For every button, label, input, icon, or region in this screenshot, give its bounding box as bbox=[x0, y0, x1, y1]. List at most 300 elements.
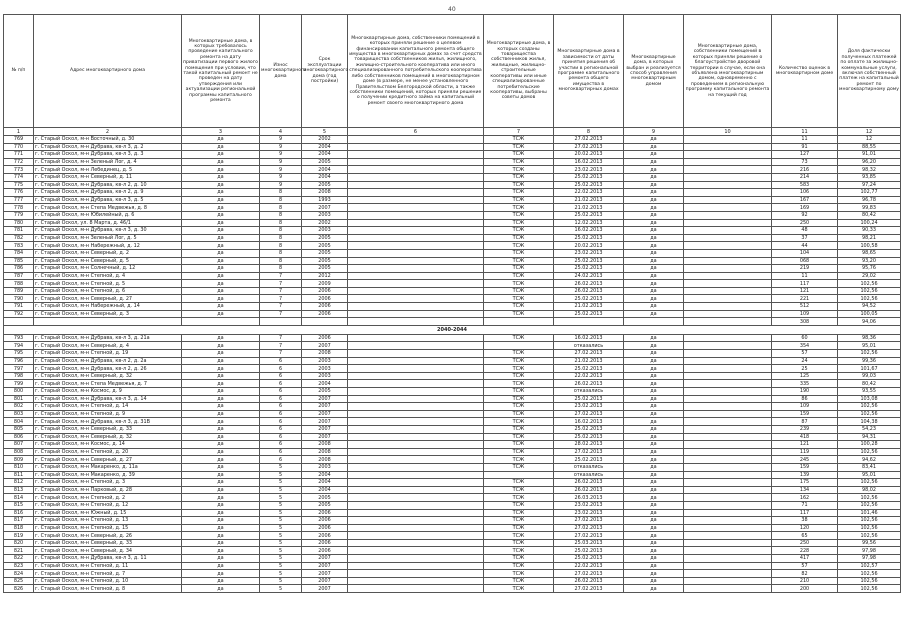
table-cell: 250 bbox=[772, 539, 838, 547]
table-cell: 29,02 bbox=[838, 272, 901, 280]
table-cell: г. Старый Оскол, ул. 8 Марта, д. 46/1 bbox=[34, 219, 182, 227]
table-cell: 102,77 bbox=[838, 189, 901, 197]
table-cell: 2006 bbox=[302, 310, 348, 318]
table-cell: 7 bbox=[260, 310, 302, 318]
table-cell: да bbox=[182, 539, 260, 547]
table-cell: да bbox=[624, 365, 684, 373]
table-cell: да bbox=[624, 410, 684, 418]
table-cell: г. Старый Оскол, м-н Степной, д. 3 bbox=[34, 479, 182, 487]
table-cell bbox=[348, 479, 484, 487]
table-cell bbox=[684, 350, 772, 358]
table-cell: да bbox=[182, 242, 260, 250]
table-cell: 27.02.2013 bbox=[554, 517, 624, 525]
table-cell: 583 bbox=[772, 181, 838, 189]
table-cell: да bbox=[624, 585, 684, 593]
table-cell: 95,76 bbox=[838, 265, 901, 273]
table-cell bbox=[684, 211, 772, 219]
table-cell: 169 bbox=[772, 204, 838, 212]
table-cell: 7 bbox=[260, 303, 302, 311]
table-cell: 2004 bbox=[302, 380, 348, 388]
column-number: 6 bbox=[348, 128, 484, 136]
table-cell: да bbox=[624, 189, 684, 197]
table-cell: 102,56 bbox=[838, 295, 901, 303]
table-cell bbox=[684, 280, 772, 288]
table-cell: г. Старый Оскол, м-н Макаренко, д. 11а bbox=[34, 463, 182, 471]
table-cell: 5 bbox=[260, 517, 302, 525]
table-cell: да bbox=[624, 524, 684, 532]
table-cell: 6 bbox=[260, 418, 302, 426]
table-cell: 2002 bbox=[302, 219, 348, 227]
table-cell: 809 bbox=[4, 456, 34, 464]
column-number: 1 bbox=[4, 128, 34, 136]
table-cell: ТСЖ bbox=[484, 350, 554, 358]
table-cell: 27.02.2013 bbox=[554, 524, 624, 532]
table-cell: 795 bbox=[4, 350, 34, 358]
table-cell bbox=[684, 287, 772, 295]
table-cell: 11 bbox=[772, 272, 838, 280]
table-cell bbox=[348, 418, 484, 426]
table-cell: да bbox=[182, 425, 260, 433]
table-cell: ТСЖ bbox=[484, 494, 554, 502]
table-cell: г. Старый Оскол, м-н Дубрава, кв-л 3, д. 31В bbox=[34, 418, 182, 426]
table-cell: отказались bbox=[554, 342, 624, 350]
table-cell: ТСЖ bbox=[484, 151, 554, 159]
table-cell: 25.03.2013 bbox=[554, 539, 624, 547]
table-cell: да bbox=[182, 532, 260, 540]
table-cell: 100,28 bbox=[838, 441, 901, 449]
table-cell: отказались bbox=[554, 471, 624, 479]
table-body-first bbox=[4, 136, 901, 326]
table-cell bbox=[684, 494, 772, 502]
table-cell: да bbox=[624, 136, 684, 144]
table-cell bbox=[684, 318, 772, 326]
table-cell: да bbox=[624, 151, 684, 159]
table-cell: да bbox=[624, 463, 684, 471]
table-cell: г. Старый Оскол, м-н Степной, д. 15 bbox=[34, 524, 182, 532]
table-cell: 2004 bbox=[302, 471, 348, 479]
table-cell: 125 bbox=[772, 372, 838, 380]
table-cell: 93,55 bbox=[838, 388, 901, 396]
table-cell: 25.02.2013 bbox=[554, 547, 624, 555]
table-cell bbox=[348, 181, 484, 189]
table-cell: 068 bbox=[772, 257, 838, 265]
table-cell: 25.02.2013 bbox=[554, 295, 624, 303]
table-cell: 21.02.2013 bbox=[554, 357, 624, 365]
table-cell bbox=[348, 257, 484, 265]
table-cell bbox=[34, 318, 182, 326]
table-cell: ТСЖ bbox=[484, 388, 554, 396]
table-cell: да bbox=[624, 547, 684, 555]
table-row bbox=[4, 494, 901, 502]
table-cell: г. Старый Оскол, м-н Дубрава, кв-л 3, д. 3 bbox=[34, 151, 182, 159]
table-cell: 26.02.2013 bbox=[554, 577, 624, 585]
table-cell: г. Старый Оскол, м-н Дубрава, кв-л 2, д. 2а bbox=[34, 357, 182, 365]
table-cell: ТСЖ bbox=[484, 158, 554, 166]
table-cell: 2006 bbox=[302, 539, 348, 547]
table-cell bbox=[684, 547, 772, 555]
table-cell bbox=[348, 539, 484, 547]
table-cell bbox=[348, 555, 484, 563]
table-row bbox=[4, 479, 901, 487]
table-cell: да bbox=[182, 181, 260, 189]
table-cell: г. Старый Оскол, м-н Степа Медвежья, д. 8 bbox=[34, 204, 182, 212]
table-cell: г. Старый Оскол, м-н Северный, д. 27 bbox=[34, 295, 182, 303]
table-cell: 778 bbox=[4, 204, 34, 212]
table-cell: да bbox=[624, 234, 684, 242]
table-cell bbox=[684, 272, 772, 280]
table-cell: 22.02.2013 bbox=[554, 189, 624, 197]
table-cell bbox=[684, 456, 772, 464]
table-cell bbox=[684, 143, 772, 151]
table-cell: 25.02.2013 bbox=[554, 555, 624, 563]
table-row bbox=[4, 287, 901, 295]
table-cell bbox=[684, 242, 772, 250]
table-row bbox=[4, 380, 901, 388]
table-cell: 815 bbox=[4, 501, 34, 509]
table-row bbox=[4, 204, 901, 212]
table-cell: 25.02.2013 bbox=[554, 395, 624, 403]
table-cell: 98,21 bbox=[838, 234, 901, 242]
table-cell: 8 bbox=[260, 204, 302, 212]
table-cell bbox=[348, 463, 484, 471]
header-cell: Многоквартирные дома, в которых требовалось проведение капитального ремонта на дату приватизации первого жилого помещения при условии, что такой капитальный ремонт не проведен на дату утверждения или актуализации региональной программы капитального ремонта bbox=[182, 15, 260, 128]
table-cell: да bbox=[624, 517, 684, 525]
table-cell: 97,98 bbox=[838, 555, 901, 563]
table-row bbox=[4, 211, 901, 219]
table-cell: 2003 bbox=[302, 463, 348, 471]
table-cell: да bbox=[624, 471, 684, 479]
table-row bbox=[4, 433, 901, 441]
table-cell: да bbox=[624, 433, 684, 441]
table-cell bbox=[684, 425, 772, 433]
table-cell: г. Старый Оскол, м-н Северный, д. 34 bbox=[34, 547, 182, 555]
table-cell: да bbox=[624, 486, 684, 494]
table-cell bbox=[348, 265, 484, 273]
table-cell: ТСЖ bbox=[484, 463, 554, 471]
table-cell: да bbox=[182, 517, 260, 525]
table-cell: ТСЖ bbox=[484, 456, 554, 464]
table-cell: 27.02.2013 bbox=[554, 136, 624, 144]
table-cell: 783 bbox=[4, 242, 34, 250]
table-cell: 88,55 bbox=[838, 143, 901, 151]
table-cell bbox=[684, 471, 772, 479]
table-cell: 808 bbox=[4, 448, 34, 456]
table-cell bbox=[684, 219, 772, 227]
section-label: 2040-2044 bbox=[4, 325, 901, 334]
table-cell: да bbox=[624, 456, 684, 464]
table-cell: 8 bbox=[260, 211, 302, 219]
table-cell: г. Старый Оскол, м-н Северный, д. 2 bbox=[34, 249, 182, 257]
table-cell: 822 bbox=[4, 555, 34, 563]
table-cell: да bbox=[624, 555, 684, 563]
table-cell: 2004 bbox=[302, 151, 348, 159]
table-cell: 825 bbox=[4, 577, 34, 585]
table-cell: 102,56 bbox=[838, 448, 901, 456]
table-cell: 9 bbox=[260, 143, 302, 151]
table-cell: 98,02 bbox=[838, 486, 901, 494]
table-cell bbox=[348, 196, 484, 204]
header-cell: Износ многоквартирного дома bbox=[260, 15, 302, 128]
table-cell bbox=[684, 158, 772, 166]
table-cell: 2006 bbox=[302, 532, 348, 540]
table-cell: 9 bbox=[260, 173, 302, 181]
table-row bbox=[4, 395, 901, 403]
table-cell: г. Старый Оскол, м-н Северный, д. 26 bbox=[34, 532, 182, 540]
table-cell: да bbox=[182, 570, 260, 578]
column-number: 2 bbox=[34, 128, 182, 136]
table-cell: 418 bbox=[772, 433, 838, 441]
table-row bbox=[4, 456, 901, 464]
table-cell: ТСЖ bbox=[484, 257, 554, 265]
table-cell: 5 bbox=[260, 547, 302, 555]
table-row bbox=[4, 524, 901, 532]
table-cell: 2005 bbox=[302, 249, 348, 257]
table-cell bbox=[684, 189, 772, 197]
header-cell: Количество оценок в многоквартирном доме bbox=[772, 15, 838, 128]
table-cell: 96,20 bbox=[838, 158, 901, 166]
column-number: 10 bbox=[684, 128, 772, 136]
table-cell: 5 bbox=[260, 486, 302, 494]
table-cell: да bbox=[624, 211, 684, 219]
table-cell: да bbox=[182, 287, 260, 295]
table-cell: 782 bbox=[4, 234, 34, 242]
table-cell: 5 bbox=[260, 570, 302, 578]
table-cell bbox=[348, 189, 484, 197]
table-cell: 2005 bbox=[302, 158, 348, 166]
table-cell: 22.02.2013 bbox=[554, 372, 624, 380]
table-cell bbox=[348, 173, 484, 181]
table-cell: 2008 bbox=[302, 456, 348, 464]
table-cell: 8 bbox=[260, 227, 302, 235]
table-cell: ТСЖ bbox=[484, 166, 554, 174]
table-cell: 6 bbox=[260, 357, 302, 365]
table-cell: г. Старый Оскол, м-н Северный, д. 5 bbox=[34, 257, 182, 265]
table-cell bbox=[684, 410, 772, 418]
table-cell: 804 bbox=[4, 418, 34, 426]
table-cell: 2007 bbox=[302, 562, 348, 570]
table-cell: 23.02.2013 bbox=[554, 249, 624, 257]
table-cell: г. Старый Оскол, м-н Степной, д. 6 bbox=[34, 287, 182, 295]
table-cell: 2006 bbox=[302, 334, 348, 342]
table-cell: 9 bbox=[260, 181, 302, 189]
table-cell: ТСЖ bbox=[484, 425, 554, 433]
table-cell bbox=[182, 318, 260, 326]
table-cell: да bbox=[182, 471, 260, 479]
table-cell: 99,56 bbox=[838, 539, 901, 547]
table-cell: 2007 bbox=[302, 403, 348, 411]
table-cell: ТСЖ bbox=[484, 242, 554, 250]
table-cell: 5 bbox=[260, 555, 302, 563]
table-cell bbox=[348, 204, 484, 212]
table-cell: 93,85 bbox=[838, 173, 901, 181]
table-row bbox=[4, 562, 901, 570]
table-cell: 2007 bbox=[302, 425, 348, 433]
table-cell: 27.02.2013 bbox=[554, 570, 624, 578]
table-cell bbox=[348, 494, 484, 502]
table-cell: да bbox=[182, 219, 260, 227]
table-cell: 5 bbox=[260, 562, 302, 570]
table-cell bbox=[684, 509, 772, 517]
table-cell: 2004 bbox=[302, 143, 348, 151]
table-cell: да bbox=[182, 211, 260, 219]
table-cell: 776 bbox=[4, 189, 34, 197]
table-cell: 811 bbox=[4, 471, 34, 479]
table-cell: 27.02.2013 bbox=[554, 532, 624, 540]
table-row bbox=[4, 517, 901, 525]
table-cell: г. Старый Оскол, м-н Дубрава, кв-л 3, д. 5 bbox=[34, 196, 182, 204]
table-cell: ТСЖ bbox=[484, 441, 554, 449]
table-cell: г. Старый Оскол, м-н Северный, д. 32 bbox=[34, 372, 182, 380]
table-cell: 90,33 bbox=[838, 227, 901, 235]
table-cell: ТСЖ bbox=[484, 433, 554, 441]
table-cell: 106 bbox=[772, 189, 838, 197]
table-cell: 2002 bbox=[302, 136, 348, 144]
table-cell: ТСЖ bbox=[484, 249, 554, 257]
table-cell bbox=[684, 136, 772, 144]
table-cell bbox=[684, 532, 772, 540]
table-cell: да bbox=[182, 265, 260, 273]
table-cell: 91,01 bbox=[838, 151, 901, 159]
table-cell: 5 bbox=[260, 479, 302, 487]
table-cell: да bbox=[182, 204, 260, 212]
table-cell: 102,56 bbox=[838, 479, 901, 487]
table-cell bbox=[684, 303, 772, 311]
table-cell bbox=[348, 287, 484, 295]
table-cell bbox=[348, 357, 484, 365]
table-cell: 25.02.2013 bbox=[554, 173, 624, 181]
table-cell: 117 bbox=[772, 509, 838, 517]
table-cell: 92 bbox=[772, 211, 838, 219]
table-cell: 214 bbox=[772, 173, 838, 181]
table-cell: 95,01 bbox=[838, 471, 901, 479]
table-cell: 2005 bbox=[302, 265, 348, 273]
table-cell: 12.02.2013 bbox=[554, 219, 624, 227]
table-cell: 8 bbox=[260, 219, 302, 227]
table-cell: да bbox=[182, 196, 260, 204]
table-cell: 101,46 bbox=[838, 509, 901, 517]
table-cell: ТСЖ bbox=[484, 547, 554, 555]
table-cell: 7 bbox=[260, 342, 302, 350]
table-row bbox=[4, 272, 901, 280]
table-cell: г. Старый Оскол, м-н Северный, д. 33 bbox=[34, 539, 182, 547]
table-cell: ТСЖ bbox=[484, 287, 554, 295]
table-cell: да bbox=[182, 342, 260, 350]
table-cell: 2006 bbox=[302, 295, 348, 303]
table-cell: да bbox=[624, 143, 684, 151]
table-cell bbox=[684, 517, 772, 525]
table-row bbox=[4, 388, 901, 396]
table-cell: 94,06 bbox=[838, 318, 901, 326]
table-cell: 83,41 bbox=[838, 463, 901, 471]
header-cell: Многоквартирные дома в зависимости от даты принятия решения об участии в региональной программе капитального ремонта общего имущества в многоквартирных домах bbox=[554, 15, 624, 128]
table-row bbox=[4, 418, 901, 426]
table-cell: 20.02.2013 bbox=[554, 151, 624, 159]
table-cell: 100,05 bbox=[838, 310, 901, 318]
table-cell: 2003 bbox=[302, 357, 348, 365]
table-cell: да bbox=[182, 433, 260, 441]
table-cell bbox=[348, 433, 484, 441]
table-cell: 139 bbox=[772, 471, 838, 479]
table-cell: 25.02.2013 bbox=[554, 310, 624, 318]
table-cell: 777 bbox=[4, 196, 34, 204]
table-cell: 7 bbox=[260, 280, 302, 288]
table-cell: 25.02.2013 bbox=[554, 433, 624, 441]
table-cell bbox=[684, 448, 772, 456]
table-cell: ТСЖ bbox=[484, 204, 554, 212]
table-row bbox=[4, 365, 901, 373]
header-cell: Многоквартирные дома, собственники помещений в которых приняли решение о благоустройстве дворовой территории в случае, если она объявлена многоквартирным домом, одновременно с проведением в региональную программу капитального ремонта на текущий год bbox=[684, 15, 772, 128]
table-cell bbox=[348, 350, 484, 358]
table-cell: 800 bbox=[4, 388, 34, 396]
table-cell: 354 bbox=[772, 342, 838, 350]
table-cell: 2009 bbox=[302, 280, 348, 288]
table-row bbox=[4, 532, 901, 540]
table-cell: да bbox=[624, 562, 684, 570]
table-cell: 109 bbox=[772, 310, 838, 318]
table-cell: 784 bbox=[4, 249, 34, 257]
table-cell: 812 bbox=[4, 479, 34, 487]
table-cell bbox=[684, 166, 772, 174]
table-row bbox=[4, 143, 901, 151]
table-cell bbox=[684, 479, 772, 487]
table-cell: 21.02.2013 bbox=[554, 303, 624, 311]
table-cell: 794 bbox=[4, 342, 34, 350]
table-cell: 102,56 bbox=[838, 403, 901, 411]
table-cell: 80,42 bbox=[838, 380, 901, 388]
table-cell: г. Старый Оскол, м-н Лебединец, д. 5 bbox=[34, 166, 182, 174]
table-cell: 7 bbox=[260, 295, 302, 303]
table-cell: ТСЖ bbox=[484, 334, 554, 342]
table-cell: 9 bbox=[260, 158, 302, 166]
table-cell: 821 bbox=[4, 547, 34, 555]
table-cell: 5 bbox=[260, 463, 302, 471]
table-cell: 802 bbox=[4, 403, 34, 411]
table-cell: 2006 bbox=[302, 303, 348, 311]
table-cell: 2007 bbox=[302, 204, 348, 212]
table-cell: 5 bbox=[260, 509, 302, 517]
table-cell: да bbox=[182, 227, 260, 235]
table-row bbox=[4, 539, 901, 547]
table-cell: 127 bbox=[772, 151, 838, 159]
table-cell: 2007 bbox=[302, 577, 348, 585]
table-cell bbox=[684, 234, 772, 242]
table-row bbox=[4, 136, 901, 144]
table-cell bbox=[348, 334, 484, 342]
table-cell: да bbox=[182, 151, 260, 159]
table-cell bbox=[348, 295, 484, 303]
table-row bbox=[4, 234, 901, 242]
table-cell bbox=[684, 501, 772, 509]
column-number: 12 bbox=[838, 128, 901, 136]
table-cell: да bbox=[624, 357, 684, 365]
table-cell: 2003 bbox=[302, 372, 348, 380]
table-body-second bbox=[4, 334, 901, 592]
table-cell: да bbox=[624, 334, 684, 342]
table-row bbox=[4, 509, 901, 517]
table-cell bbox=[348, 585, 484, 593]
table-cell: 95,01 bbox=[838, 342, 901, 350]
table-cell bbox=[348, 456, 484, 464]
table-cell bbox=[684, 181, 772, 189]
table-cell: ТСЖ bbox=[484, 479, 554, 487]
table-cell: да bbox=[182, 365, 260, 373]
table-cell bbox=[348, 272, 484, 280]
table-cell bbox=[684, 555, 772, 563]
table-cell: 57 bbox=[772, 350, 838, 358]
table-cell: да bbox=[182, 295, 260, 303]
table-cell: 798 bbox=[4, 372, 34, 380]
header-cell: Многоквартирные дома, в которых созданы товарищества собственников жилья, жилищные, жилищно-строительные кооперативы или иные специализированные потребительские кооперативы, выбраны советы домов bbox=[484, 15, 554, 128]
